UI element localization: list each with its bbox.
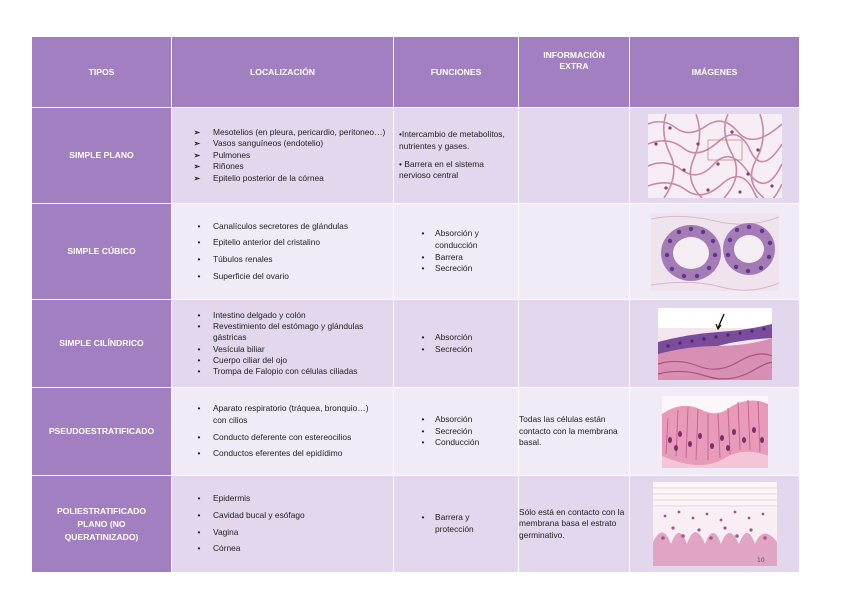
list-item-text: Cuerpo ciliar del ojo bbox=[213, 354, 288, 365]
list-item bbox=[197, 270, 389, 283]
image-cell bbox=[630, 476, 800, 573]
list-item bbox=[197, 237, 389, 249]
list-item-text: Epitelio anterior del cristalino bbox=[213, 237, 321, 248]
localizacion-cell bbox=[172, 108, 394, 204]
epithelium-table bbox=[31, 36, 800, 573]
list-item bbox=[421, 263, 518, 275]
funciones-cell bbox=[394, 476, 519, 573]
list-item-text: Mesotelios (en pleura, pericardio, peritoneo…) bbox=[213, 126, 386, 137]
bullet-icon: • bbox=[197, 254, 201, 264]
list-item bbox=[197, 493, 389, 505]
arrow-bullet-icon: ➢ bbox=[193, 150, 201, 160]
header-tipos: TIPOS bbox=[32, 37, 172, 108]
lung-alveoli-micrograph bbox=[648, 114, 782, 198]
bullet-icon: • bbox=[197, 343, 201, 354]
bullet-icon: • bbox=[421, 228, 425, 239]
type-cell: SIMPLE CÚBICO bbox=[32, 204, 172, 300]
arrow-bullet-icon: ➢ bbox=[193, 173, 201, 183]
list-item bbox=[197, 365, 389, 377]
list-item-text: Epitelio posterior de la córnea bbox=[213, 172, 324, 183]
localizacion-cell bbox=[172, 204, 394, 300]
informacion-extra-cell: Sólo está en contacto con la membrana basa el estrato germinativo. bbox=[519, 476, 630, 573]
informacion-extra-cell bbox=[519, 204, 630, 300]
list-item bbox=[197, 543, 389, 555]
list-item-text: Córnea bbox=[213, 543, 241, 554]
informacion-extra-cell bbox=[519, 108, 630, 204]
list-item-text: Absorción bbox=[435, 331, 473, 342]
funciones-list bbox=[394, 228, 518, 274]
funciones-cell bbox=[394, 204, 519, 300]
list-item-text: Canalículos secretores de glándulas bbox=[213, 220, 349, 231]
list-item bbox=[421, 437, 518, 449]
list-item bbox=[197, 403, 389, 426]
list-item-text: Intestino delgado y colón bbox=[213, 309, 306, 320]
bullet-icon: • bbox=[421, 251, 425, 262]
list-item-text: Túbulos renales bbox=[213, 254, 273, 264]
localizacion-cell bbox=[172, 388, 394, 476]
type-cell: SIMPLE PLANO bbox=[32, 108, 172, 204]
arrow-bullet-icon: ➢ bbox=[193, 162, 201, 172]
list-item-text: Conducción bbox=[435, 437, 480, 448]
funcion-text: • Barrera en el sistema nervioso central bbox=[399, 158, 484, 181]
bullet-icon: • bbox=[421, 437, 425, 448]
list-item bbox=[197, 509, 389, 522]
columnar-epithelium-micrograph bbox=[658, 308, 772, 380]
header-funciones: FUNCIONES bbox=[394, 37, 519, 108]
bullet-icon: • bbox=[197, 309, 201, 320]
list-item-text: Superficie del ovario bbox=[213, 270, 289, 281]
bullet-icon: • bbox=[421, 414, 425, 425]
list-item bbox=[197, 254, 389, 266]
arrow-bullet-icon: ➢ bbox=[193, 139, 201, 149]
list-item-text: Revestimiento del estómago y glándulas gástricas bbox=[213, 321, 364, 343]
list-item bbox=[193, 149, 389, 162]
list-item bbox=[197, 431, 389, 444]
image-cell bbox=[630, 388, 800, 476]
bullet-icon: • bbox=[197, 526, 201, 537]
funciones-cell bbox=[394, 108, 519, 204]
funciones-paragraphs bbox=[394, 129, 518, 181]
list-item bbox=[193, 161, 389, 173]
pseudostratified-micrograph bbox=[662, 396, 768, 468]
image-cell bbox=[630, 300, 800, 388]
informacion-extra-cell bbox=[519, 300, 630, 388]
list-item bbox=[421, 228, 518, 251]
stratified-squamous-micrograph bbox=[653, 482, 777, 566]
bullet-icon: • bbox=[197, 448, 201, 459]
table-row bbox=[32, 204, 800, 300]
list-item-text: Secreción bbox=[435, 343, 473, 354]
list-item bbox=[197, 309, 389, 321]
table-row bbox=[32, 388, 800, 476]
bullet-icon: • bbox=[421, 512, 425, 523]
list-item-text: Vasos sanguíneos (endotelio) bbox=[213, 138, 324, 149]
list-item bbox=[421, 414, 518, 426]
cuboidal-tubules-micrograph bbox=[651, 213, 779, 291]
list-item bbox=[421, 251, 518, 264]
list-item bbox=[197, 448, 389, 460]
localizacion-cell bbox=[172, 300, 394, 388]
localizacion-list bbox=[172, 403, 393, 459]
funciones-list bbox=[394, 332, 518, 355]
type-cell: PSEUDOESTRATIFICADO bbox=[32, 388, 172, 476]
funciones-cell bbox=[394, 388, 519, 476]
list-item-text: Secreción bbox=[435, 263, 473, 274]
list-item bbox=[421, 425, 518, 438]
list-item bbox=[197, 220, 389, 233]
list-item-text: Conductos eferentes del epidídimo bbox=[213, 448, 343, 459]
list-item bbox=[197, 321, 389, 343]
list-item-text: Barrera y protección bbox=[435, 512, 474, 534]
list-item-text: Absorción bbox=[435, 414, 473, 425]
list-item bbox=[421, 343, 518, 356]
localizacion-list bbox=[172, 493, 393, 554]
list-item-text: Pulmones bbox=[213, 149, 251, 160]
list-item bbox=[421, 512, 496, 535]
header-localizacion: LOCALIZACIÓN bbox=[172, 37, 394, 108]
list-item-text: Trompa de Falopio con células ciliadas bbox=[213, 365, 358, 376]
list-item-text: Vagina bbox=[213, 526, 239, 537]
bullet-icon: • bbox=[421, 263, 425, 274]
table-row bbox=[32, 300, 800, 388]
bullet-icon: • bbox=[197, 220, 201, 231]
funcion-text: •Intercambio de metabolitos, nutrientes y gases. bbox=[399, 129, 505, 151]
bullet-icon: • bbox=[197, 270, 201, 281]
bullet-icon: • bbox=[421, 425, 425, 436]
list-item bbox=[197, 354, 389, 366]
list-item bbox=[197, 343, 389, 355]
bullet-icon: • bbox=[197, 237, 201, 248]
list-item-text: Riñones bbox=[213, 161, 244, 172]
arrow-bullet-icon: ➢ bbox=[193, 127, 201, 137]
list-item-text: Aparato respiratorio (tráquea, bronquio…) con cilios bbox=[213, 403, 369, 425]
list-item-text: Vesícula biliar bbox=[213, 343, 265, 354]
bullet-icon: • bbox=[197, 509, 201, 520]
image-cell bbox=[630, 204, 800, 300]
table-row bbox=[32, 108, 800, 204]
list-item bbox=[197, 526, 389, 539]
type-cell: SIMPLE CILÍNDRICO bbox=[32, 300, 172, 388]
bullet-icon: • bbox=[197, 493, 201, 504]
funciones-cell bbox=[394, 300, 519, 388]
bullet-icon: • bbox=[197, 321, 201, 332]
list-item-text: Conducto deferente con estereocilios bbox=[213, 431, 352, 442]
list-item bbox=[193, 126, 389, 139]
funciones-list bbox=[394, 512, 518, 535]
bullet-icon: • bbox=[197, 354, 201, 365]
list-item-text: Cavidad bucal y esófago bbox=[213, 509, 305, 520]
header-informacion-extra-label: INFORMACIÓN EXTRA bbox=[543, 50, 605, 71]
bullet-icon: • bbox=[197, 543, 201, 554]
header-row bbox=[32, 37, 800, 108]
informacion-extra-cell: Todas las células están contacto con la membrana basal. bbox=[519, 388, 630, 476]
list-item bbox=[193, 172, 389, 185]
localizacion-list bbox=[172, 221, 393, 282]
list-item-text: Absorción y conducción bbox=[435, 228, 479, 250]
micrograph-scale-label: 10 bbox=[756, 557, 765, 564]
type-cell: POLIESTRATIFICADO PLANO (NO QUERATINIZADO) bbox=[32, 476, 172, 573]
bullet-icon: • bbox=[421, 331, 425, 342]
localizacion-list bbox=[172, 127, 393, 185]
bullet-icon: • bbox=[197, 431, 201, 442]
localizacion-list bbox=[172, 310, 393, 377]
list-item bbox=[193, 138, 389, 150]
localizacion-cell bbox=[172, 476, 394, 573]
header-imagenes: IMÁGENES bbox=[630, 37, 800, 108]
image-cell bbox=[630, 108, 800, 204]
header-informacion-extra bbox=[519, 37, 630, 108]
bullet-icon: • bbox=[197, 403, 201, 414]
list-item bbox=[421, 331, 518, 344]
bullet-icon: • bbox=[421, 343, 425, 354]
bullet-icon: • bbox=[197, 365, 201, 376]
list-item-text: Epidermis bbox=[213, 493, 251, 504]
table-row bbox=[32, 476, 800, 573]
list-item-text: Secreción bbox=[435, 425, 473, 436]
funciones-list bbox=[394, 414, 518, 449]
list-item-text: Barrera bbox=[435, 251, 463, 262]
